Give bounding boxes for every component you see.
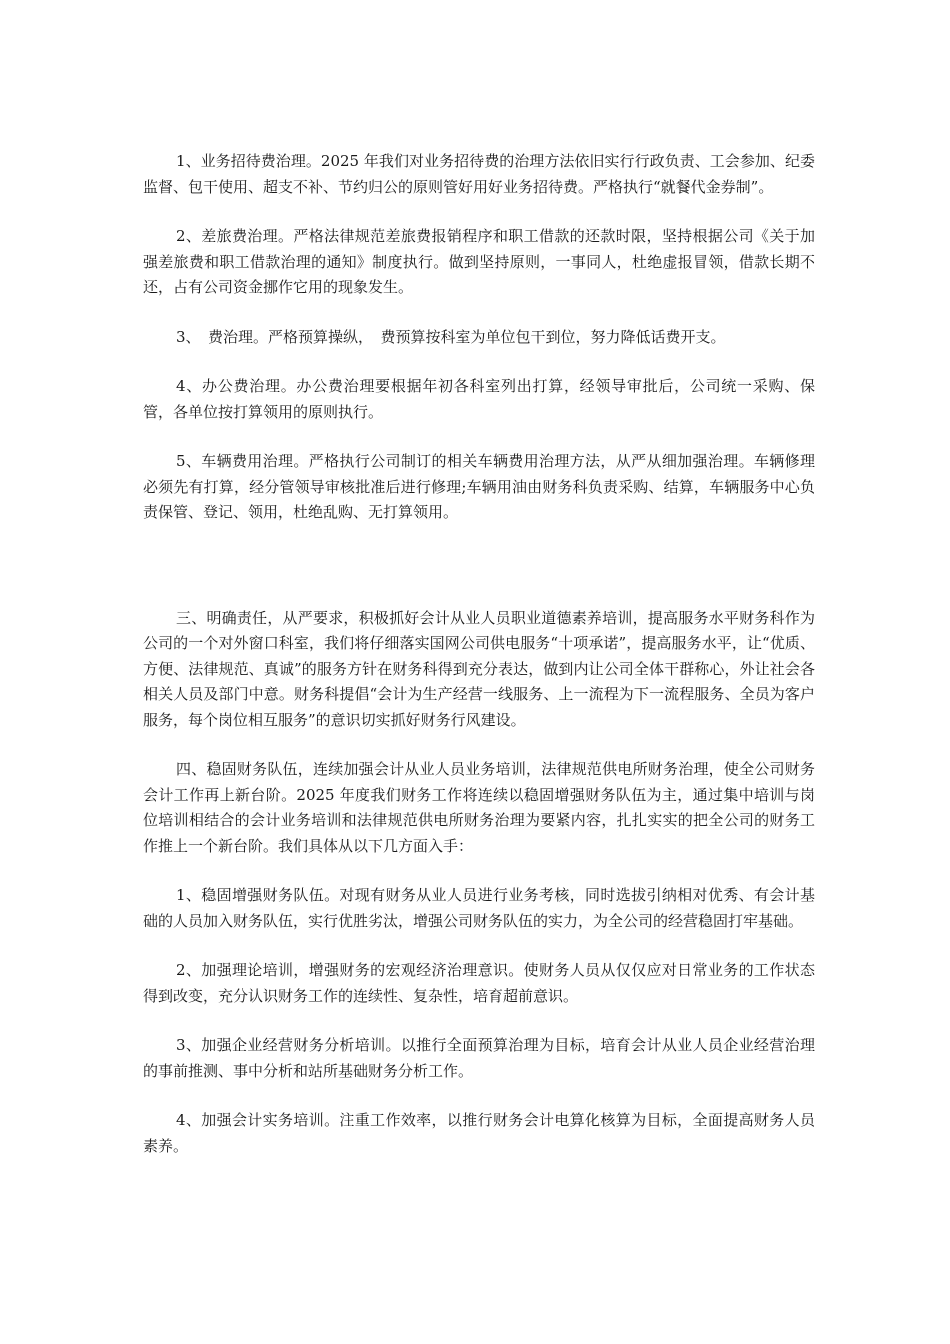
- paragraph-analysis-training: 3、加强企业经营财务分析培训。以推行全面预算治理为目标，培育会计从业人员企业经营治理的事前推测、事中分析和站所基础财务分析工作。: [143, 1036, 815, 1080]
- paragraph-section-three: 三、明确责任，从严要求，积极抓好会计从业人员职业道德素养培训，提高服务水平财务科作为公司的一个对外窗口科室，我们将仔细落实国网公司供电服务“十项承诺”，提高服务水平，让“优质、方便、法律规范、真诚”的服务方针在财务科得到充分表达，做到内让公司全体干群称心，外让社会各相关人员及部门中意。财务科提倡“会计为生产经营一线服务、上一流程为下一流程服务、全员为客户服务，每个岗位相互服务”的意识切实抓好财务行风建设。: [143, 608, 815, 729]
- paragraph-theory-training: 2、加强理论培训，增强财务的宏观经济治理意识。使财务人员从仅仅应对日常业务的工作状态得到改变，充分认识财务工作的连续性、复杂性，培育超前意识。: [143, 961, 815, 1005]
- section-spacer: [143, 550, 815, 606]
- document-body: [143, 149, 815, 1183]
- paragraph-hospitality-expense: 1、业务招待费治理。2025 年我们对业务招待费的治理方法依旧实行行政负责、工会参加、纪委监督、包干使用、超支不补、节约归公的原则管好用好业务招待费。严格执行“就餐代金券制”。: [143, 152, 815, 196]
- paragraph-travel-expense: 2、差旅费治理。严格法律规范差旅费报销程序和职工借款的还款时限，坚持根据公司《关于加强差旅费和职工借款治理的通知》制度执行。做到坚持原则，一事同人，杜绝虚报冒领，借款长期不还，占有公司资金挪作它用的现象发生。: [143, 227, 815, 296]
- paragraph-vehicle-expense: 5、车辆费用治理。严格执行公司制订的相关车辆费用治理方法，从严从细加强治理。车辆修理必须先有打算，经分管领导审核批准后进行修理;车辆用油由财务科负责采购、结算，车辆服务中心负责保管、登记、领用，杜绝乱购、无打算领用。: [143, 452, 815, 521]
- paragraph-team-stability: 1、稳固增强财务队伍。对现有财务从业人员进行业务考核，同时选拔引纳相对优秀、有会计基础的人员加入财务队伍，实行优胜劣汰，增强公司财务队伍的实力，为全公司的经营稳固打牢基础。: [143, 886, 815, 930]
- paragraph-section-four: 四、稳固财务队伍，连续加强会计从业人员业务培训，法律规范供电所财务治理，使全公司财务会计工作再上新台阶。2025 年度我们财务工作将连续以稳固增强财务队伍为主，通过集中培训与岗位培训相结合的会计业务培训和法律规范供电所财务治理为要紧内容，扎扎实实的把全公司的财务工作推上一个新台阶。我们具体从以下几方面入手：: [143, 760, 815, 855]
- paragraph-practice-training: 4、加强会计实务培训。注重工作效率，以推行财务会计电算化核算为目标，全面提高财务人员素养。: [143, 1111, 815, 1155]
- paragraph-office-expense: 4、办公费治理。办公费治理要根据年初各科室列出打算，经领导审批后，公司统一采购、保管，各单位按打算领用的原则执行。: [143, 377, 815, 421]
- paragraph-phone-expense: 3、 费治理。严格预算操纵， 费预算按科室为单位包干到位，努力降低话费开支。: [176, 327, 726, 346]
